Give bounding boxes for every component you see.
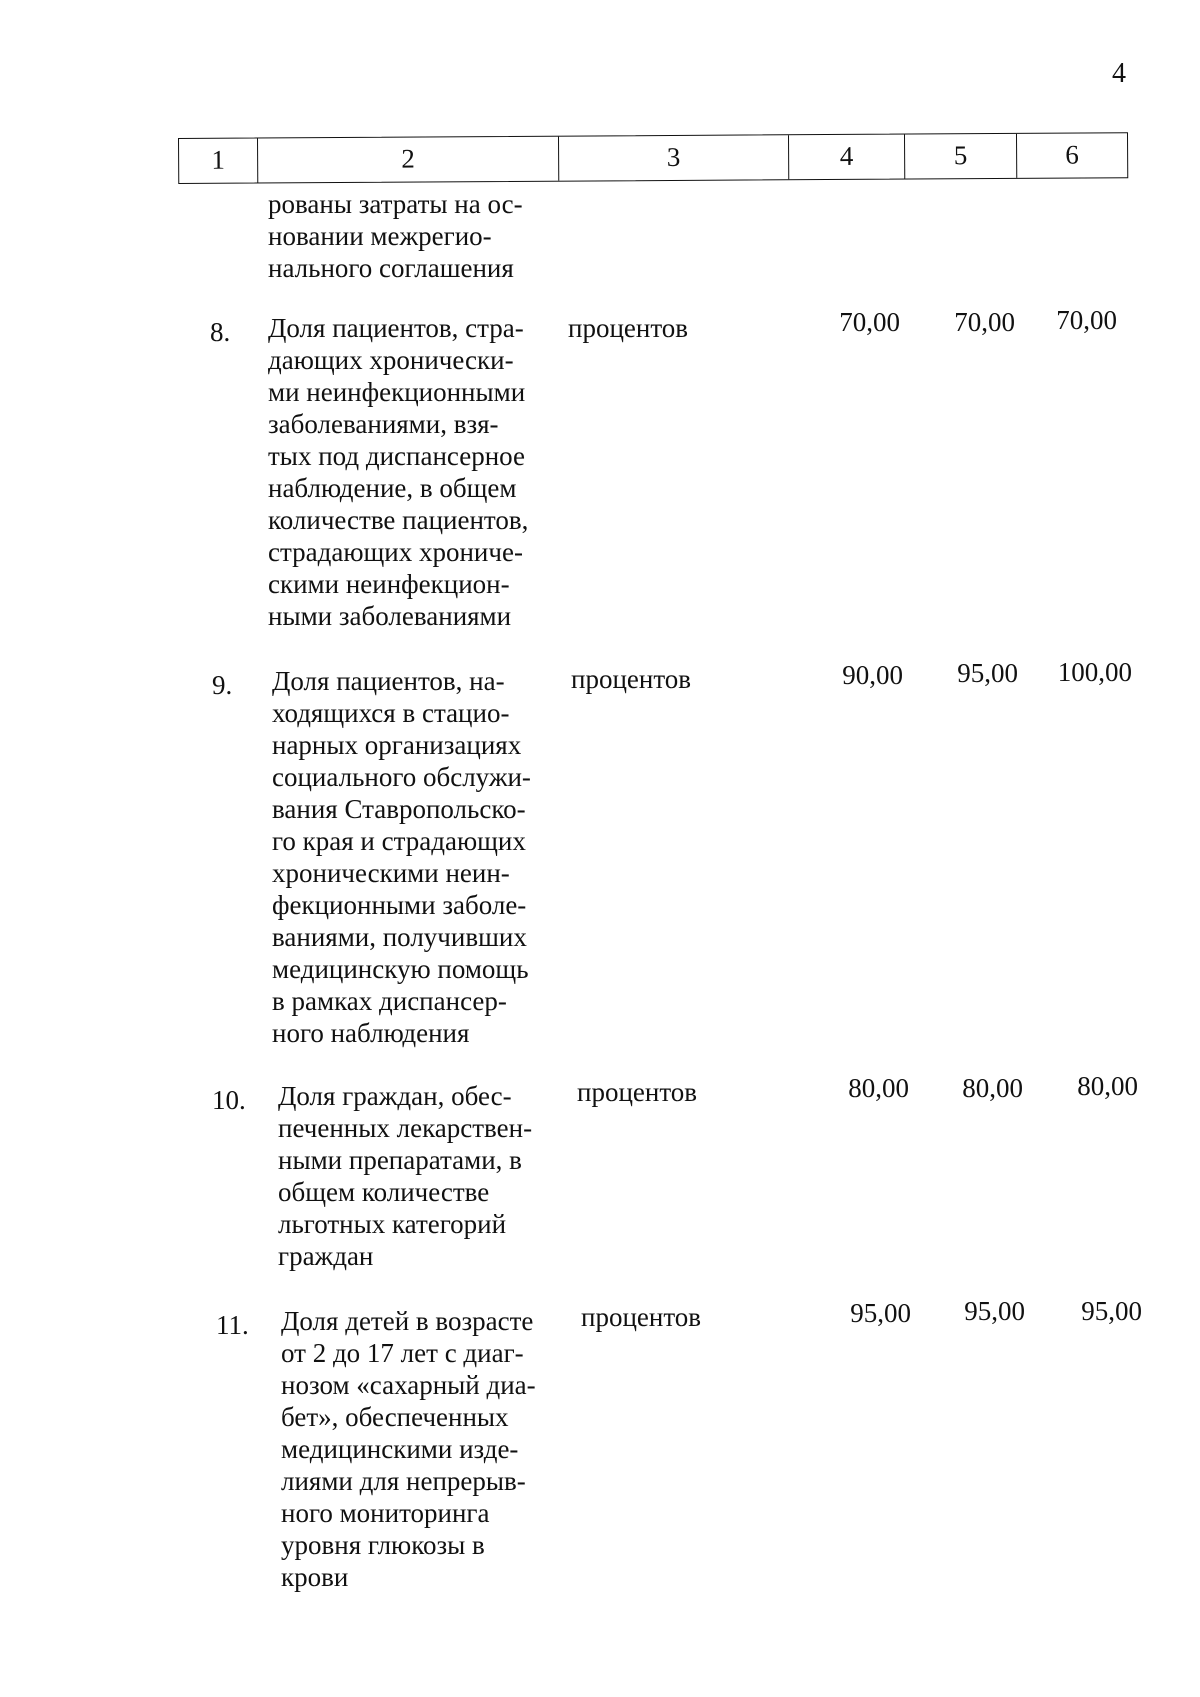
column-header-6: 6 xyxy=(1065,139,1079,170)
description-line: ными препаратами, в xyxy=(278,1145,522,1175)
description-line: дающих хронически- xyxy=(268,345,514,375)
column-header-row xyxy=(178,132,1128,184)
value-col-6: 70,00 xyxy=(1056,305,1117,335)
description-line: лиями для непрерыв- xyxy=(281,1466,526,1496)
description-line: фекционными заболе- xyxy=(272,890,527,920)
column-header-4: 4 xyxy=(789,135,905,180)
value-col-5: 95,00 xyxy=(964,1296,1025,1326)
column-header-5: 5 xyxy=(905,134,1017,179)
description-line: ного наблюдения xyxy=(272,1018,470,1048)
description-line: от 2 до 17 лет с диаг- xyxy=(281,1338,524,1368)
continuation-line: новании межрегио- xyxy=(268,221,492,251)
description-line: медицинскую помощь xyxy=(272,954,529,984)
description-line: ного мониторинга xyxy=(281,1498,490,1528)
description-line: в рамках диспансер- xyxy=(272,986,507,1016)
description-line: граждан xyxy=(278,1241,374,1271)
value-col-4: 90,00 xyxy=(842,660,903,690)
unit-cell: процентов xyxy=(568,313,689,343)
description-line: скими неинфекцион- xyxy=(268,569,510,599)
description-line: наблюдение, в общем xyxy=(268,473,517,503)
description-line: льготных категорий xyxy=(278,1209,507,1239)
description-line: медицинскими изде- xyxy=(281,1434,519,1464)
description-line: Доля пациентов, на- xyxy=(272,666,505,696)
description-line: нарных организациях xyxy=(272,730,522,760)
continuation-text xyxy=(268,188,546,284)
description-line: хроническими неин- xyxy=(272,858,510,888)
unit-cell: процентов xyxy=(571,664,692,694)
row-number: 11. xyxy=(216,1310,249,1340)
value-col-4: 70,00 xyxy=(839,307,900,337)
description-line: Доля граждан, обес- xyxy=(278,1081,512,1111)
description-line: социального обслужи- xyxy=(272,762,531,792)
column-header-2: 2 xyxy=(258,137,559,183)
continuation-line: рованы затраты на ос- xyxy=(268,189,523,219)
description-line: уровня глюкозы в xyxy=(281,1530,485,1560)
description-line: крови xyxy=(281,1562,349,1592)
description-line: нозом «сахарный диа- xyxy=(281,1370,536,1400)
row-number: 10. xyxy=(212,1085,246,1115)
description-line: бет», обеспеченных xyxy=(281,1402,509,1432)
description-line: ными заболеваниями xyxy=(268,601,512,631)
description-line: общем количестве xyxy=(278,1177,490,1207)
unit-cell: процентов xyxy=(577,1077,698,1107)
description-line: Доля пациентов, стра- xyxy=(268,313,524,343)
row-description xyxy=(268,312,546,632)
description-line: Доля детей в возрасте xyxy=(281,1306,534,1336)
value-col-5: 95,00 xyxy=(957,658,1018,688)
value-col-5: 70,00 xyxy=(954,307,1015,337)
description-line: тых под диспансерное xyxy=(268,441,525,471)
column-header-1: 1 xyxy=(179,139,258,183)
description-line: ми неинфекционными xyxy=(268,377,526,407)
row-description xyxy=(281,1305,559,1593)
column-header-3: 3 xyxy=(559,135,789,180)
unit-cell: процентов xyxy=(581,1302,702,1332)
description-line: страдающих хрониче- xyxy=(268,537,523,567)
row-number: 8. xyxy=(210,317,231,347)
page-number: 4 xyxy=(1112,58,1126,89)
description-line: ходящихся в стацио- xyxy=(272,698,510,728)
value-col-6: 80,00 xyxy=(1077,1071,1138,1101)
description-line: заболеваниями, взя- xyxy=(268,409,499,439)
row-description xyxy=(272,665,550,1049)
description-line: вания Ставропольско- xyxy=(272,794,526,824)
description-line: количестве пациентов, xyxy=(268,505,529,535)
description-line: печенных лекарствен- xyxy=(278,1113,533,1143)
description-line: ваниями, получивших xyxy=(272,922,527,952)
value-col-4: 95,00 xyxy=(850,1298,911,1328)
value-col-5: 80,00 xyxy=(962,1073,1023,1103)
description-line: го края и страдающих xyxy=(272,826,526,856)
value-col-4: 80,00 xyxy=(848,1073,909,1103)
row-description xyxy=(278,1080,556,1272)
continuation-line: нального соглашения xyxy=(268,253,514,283)
value-col-6: 100,00 xyxy=(1057,657,1132,687)
value-col-6: 95,00 xyxy=(1081,1296,1142,1326)
row-number: 9. xyxy=(212,670,233,700)
